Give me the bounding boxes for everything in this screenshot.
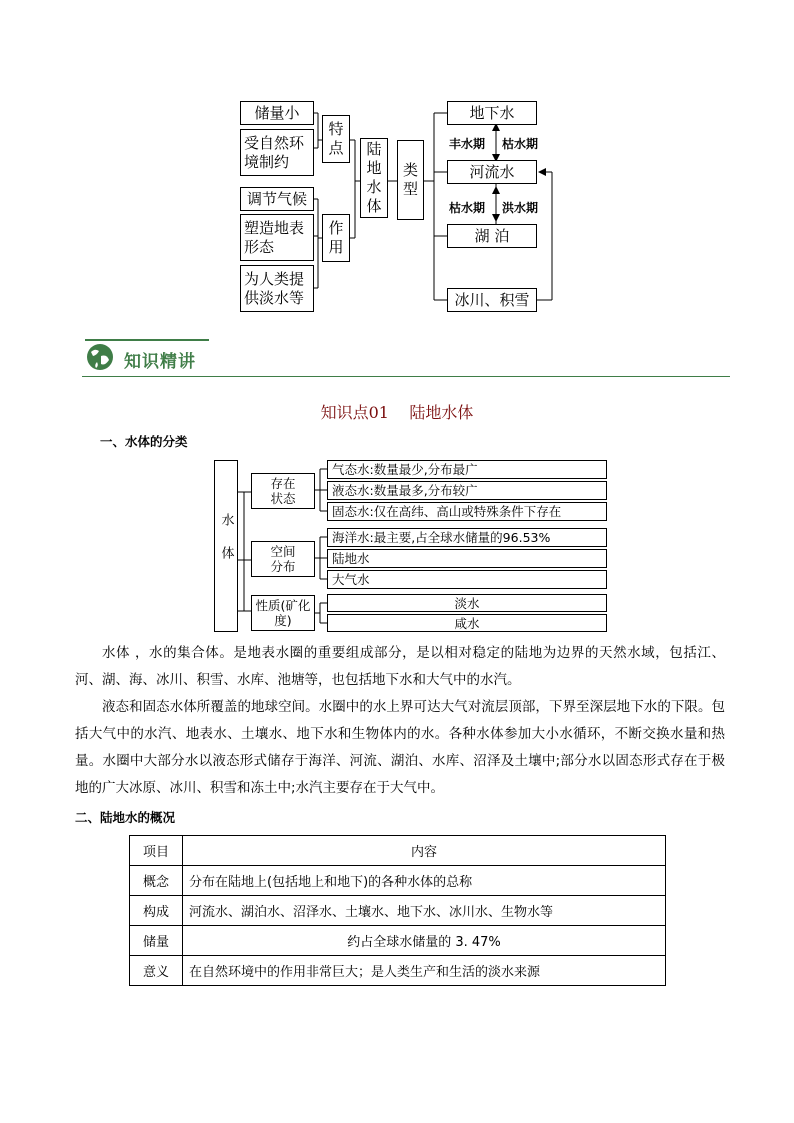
period-flood-2: 洪水期 — [502, 201, 539, 215]
paragraph-hydrosphere: 液态和固态水体所覆盖的地球空间。水圈中的水上界可达大气对流层顶部，下界至深层地下水的下限。包括大气中的水汽、地表水、土壤水、地下水和生物体内的水。各种水体参加大小水循环，不断交换水量和热量。水圈中大部分水以液态形式储存于海洋、河流、湖泊、水库、沼泽及土壤中;部分水以固态形式存在于极地的广大冰原、冰川、积雪和冻土中;水汽主要存在于大气中。 — [75, 699, 725, 796]
salt-water-box — [327, 614, 607, 632]
row-item: 意义 — [130, 956, 183, 986]
salt-water-label: 咸水 — [454, 615, 480, 631]
liquid-water-label: 液态水:数量最多,分布较广 — [332, 483, 478, 498]
root-label: 水体 — [218, 513, 234, 579]
function-label: 作用 — [328, 219, 344, 256]
gas-water-label: 气态水:数量最少,分布最广 — [332, 462, 478, 477]
space-category-label: 空间分布 — [270, 544, 296, 574]
state-category-box — [251, 473, 315, 509]
row-content: 分布在陆地上(包括地上和地下)的各种水体的总称 — [183, 866, 666, 896]
ocean-water-box — [327, 528, 607, 547]
row-item: 概念 — [130, 866, 183, 896]
kp-topic: 陆地水体 — [409, 403, 474, 422]
atmos-water-box — [327, 570, 607, 589]
fresh-water-label: 淡水 — [454, 595, 480, 611]
gas-water-box — [327, 460, 607, 479]
table-row — [130, 956, 666, 986]
supply-water-label: 为人类提供淡水等 — [244, 269, 305, 307]
row-item: 储量 — [130, 926, 183, 956]
row-item: 构成 — [130, 896, 183, 926]
banner-title: 知识精讲 — [124, 352, 196, 372]
types-label: 类型 — [403, 161, 419, 198]
shape-landform-label: 塑造地表形态 — [244, 218, 305, 256]
glacier-label: 冰川、积雪 — [454, 290, 530, 309]
state-category-label: 存在状态 — [270, 476, 296, 506]
land-water-item-box — [327, 549, 607, 568]
nature-limited-label: 受自然环境制约 — [244, 133, 305, 171]
land-water-item-label: 陆地水 — [332, 551, 370, 566]
table-row — [130, 896, 666, 926]
solid-water-label: 固态水:仅在高纬、高山或特殊条件下存在 — [332, 504, 562, 519]
groundwater-label: 地下水 — [469, 103, 515, 122]
section2-heading: 二、陆地水的概况 — [75, 810, 176, 825]
liquid-water-box — [327, 481, 607, 500]
period-dry-2: 枯水期 — [449, 201, 486, 215]
storage-small-label: 储量小 — [254, 103, 300, 122]
header-item: 项目 — [130, 836, 183, 866]
row-content: 约占全球水储量的 3. 47% — [183, 926, 666, 956]
land-water-label: 陆地水体 — [366, 140, 382, 215]
row-content: 在自然环境中的作用非常巨大；是人类生产和生活的淡水来源 — [183, 956, 666, 986]
atmos-water-label: 大气水 — [332, 572, 370, 587]
kp-label: 知识点01 — [320, 403, 389, 422]
header-content: 内容 — [183, 836, 666, 866]
land-water-table — [129, 835, 666, 986]
row-content: 河流水、湖泊水、沼泽水、土壤水、地下水、冰川水、生物水等 — [183, 896, 666, 926]
ocean-water-label: 海洋水:最主要,占全球水储量的96.53% — [332, 530, 551, 545]
solid-water-box — [327, 502, 607, 521]
mineral-category-box — [251, 595, 315, 631]
river-label: 河流水 — [469, 162, 515, 181]
lake-label: 湖 泊 — [474, 226, 510, 245]
table-row — [130, 866, 666, 896]
table-header-row — [130, 836, 666, 866]
section1-heading: 一、水体的分类 — [100, 434, 188, 449]
paragraph-water-body: 水体 ，水的集合体。是地表水圈的重要组成部分，是以相对稳定的陆地为边界的天然水域，包括江、河、湖、海、冰川、积雪、水库、池塘等，也包括地下水和大气中的水汽。 — [75, 645, 725, 688]
space-category-box — [251, 541, 315, 577]
period-dry-1: 枯水期 — [502, 137, 539, 151]
climate-label: 调节气候 — [246, 189, 307, 208]
root-box — [214, 460, 238, 632]
period-flood-1: 丰水期 — [449, 137, 486, 151]
fresh-water-box — [327, 594, 607, 612]
features-label: 特点 — [328, 120, 344, 157]
mineral-category-label: 性质(矿化度) — [255, 598, 311, 628]
table-row — [130, 926, 666, 956]
